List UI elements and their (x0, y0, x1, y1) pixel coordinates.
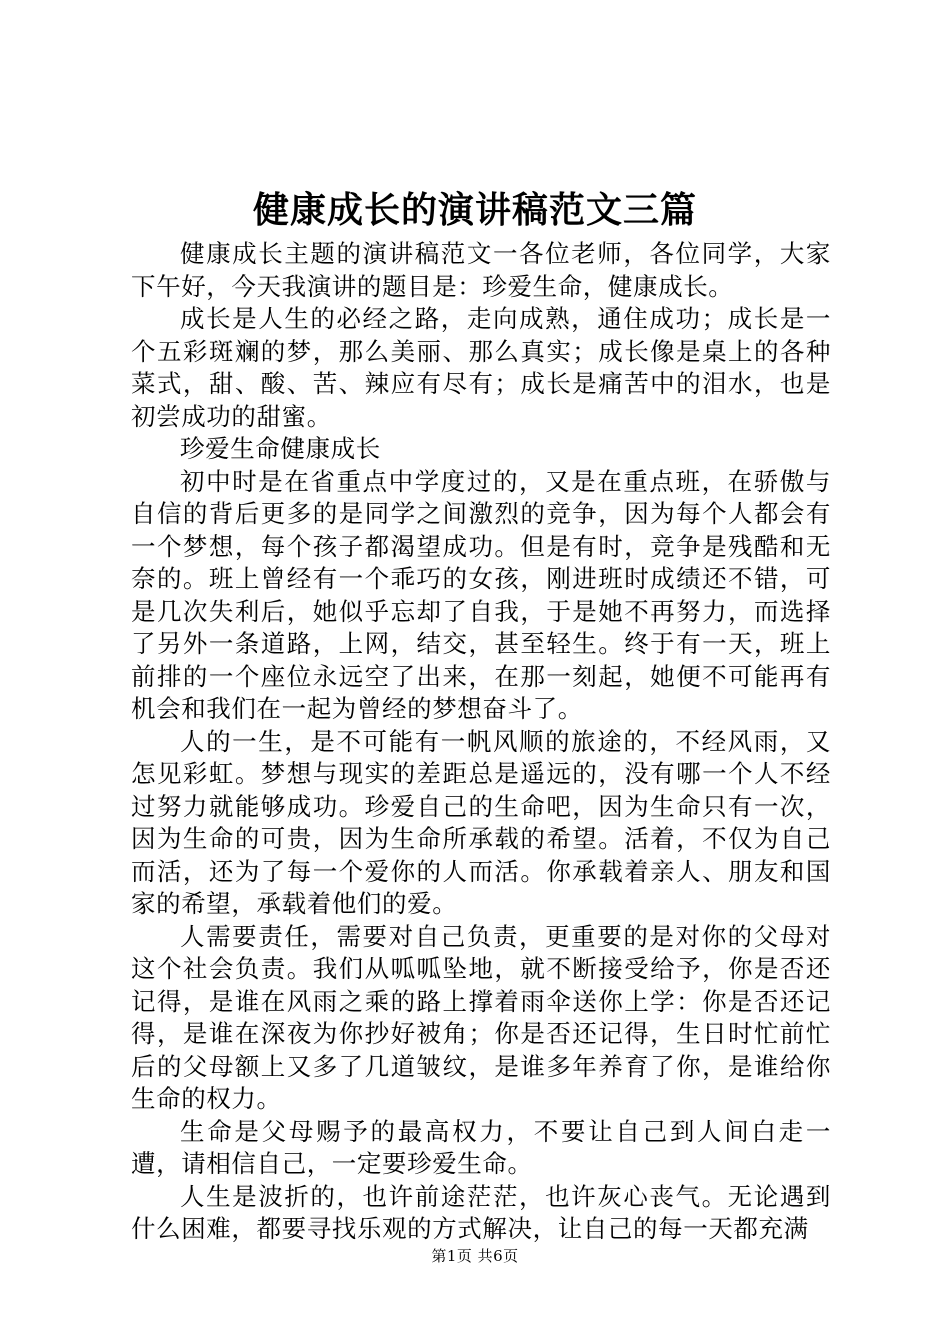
document-title: 健康成长的演讲稿范文三篇 (252, 189, 697, 231)
paragraph-intro: 健康成长主题的演讲稿范文一各位老师，各位同学，大家下午好，今天我演讲的题目是：珍爱生命，健康成长。 (131, 239, 831, 301)
paragraph-story: 初中时是在省重点中学度过的，又是在重点班，在骄傲与自信的背后更多的是同学之间激烈的竞争，因为每个人都会有一个梦想，每个孩子都渴望成功。但是有时，竞争是残酷和无奈的。班上曾经有一个乖巧的女孩，刚进班时成绩还不错，可是几次失利后，她似乎忘却了自我，于是她不再努力，而选择了另外一条道路，上网，结交，甚至轻生。终于有一天，班上前排的一个座位永远空了出来，在那一刻起，她便不可能再有机会和我们在一起为曾经的梦想奋斗了。 (131, 466, 831, 723)
paragraph-responsibility: 人需要责任，需要对自己负责，更重要的是对你的父母对这个社会负责。我们从呱呱坠地，就不断接受给予，你是否还记得，是谁在风雨之乘的路上撑着雨伞送你上学：你是否还记得，是谁在深夜为你抄好被角；你是否还记得，生日时忙前忙后的父母额上又多了几道皱纹，是谁多年养育了你，是谁给你生命的权力。 (131, 921, 831, 1113)
page-footer: 第1页 共6页 (431, 1247, 519, 1265)
section-heading: 珍爱生命健康成长 (180, 434, 381, 463)
paragraph-life: 人的一生，是不可能有一帆风顺的旅途的，不经风雨，又怎见彩虹。梦想与现实的差距总是遥远的，没有哪一个人不经过努力就能够成功。珍爱自己的生命吧，因为生命只有一次，因为生命的可贵，因为生命所承载的希望。活着，不仅为自己而活，还为了每一个爱你的人而活。你承载着亲人、朋友和国家的希望，承载着他们的爱。 (131, 726, 831, 918)
paragraph-cherish: 生命是父母赐予的最高权力，不要让自己到人间白走一遭，请相信自己，一定要珍爱生命。 (131, 1116, 831, 1178)
paragraph-growth: 成长是人生的必经之路，走向成熟，通住成功；成长是一个五彩斑斓的梦，那么美丽、那么真实；成长像是桌上的各种菜式，甜、酸、苦、辣应有尽有；成长是痛苦中的泪水，也是初尝成功的甜蜜。 (131, 304, 831, 431)
document-body (131, 238, 831, 1246)
paragraph-optimism: 人生是波折的，也许前途茫茫，也许灰心丧气。无论遇到什么困难，都要寻找乐观的方式解决，让自己的每一天都充满 (131, 1181, 831, 1243)
